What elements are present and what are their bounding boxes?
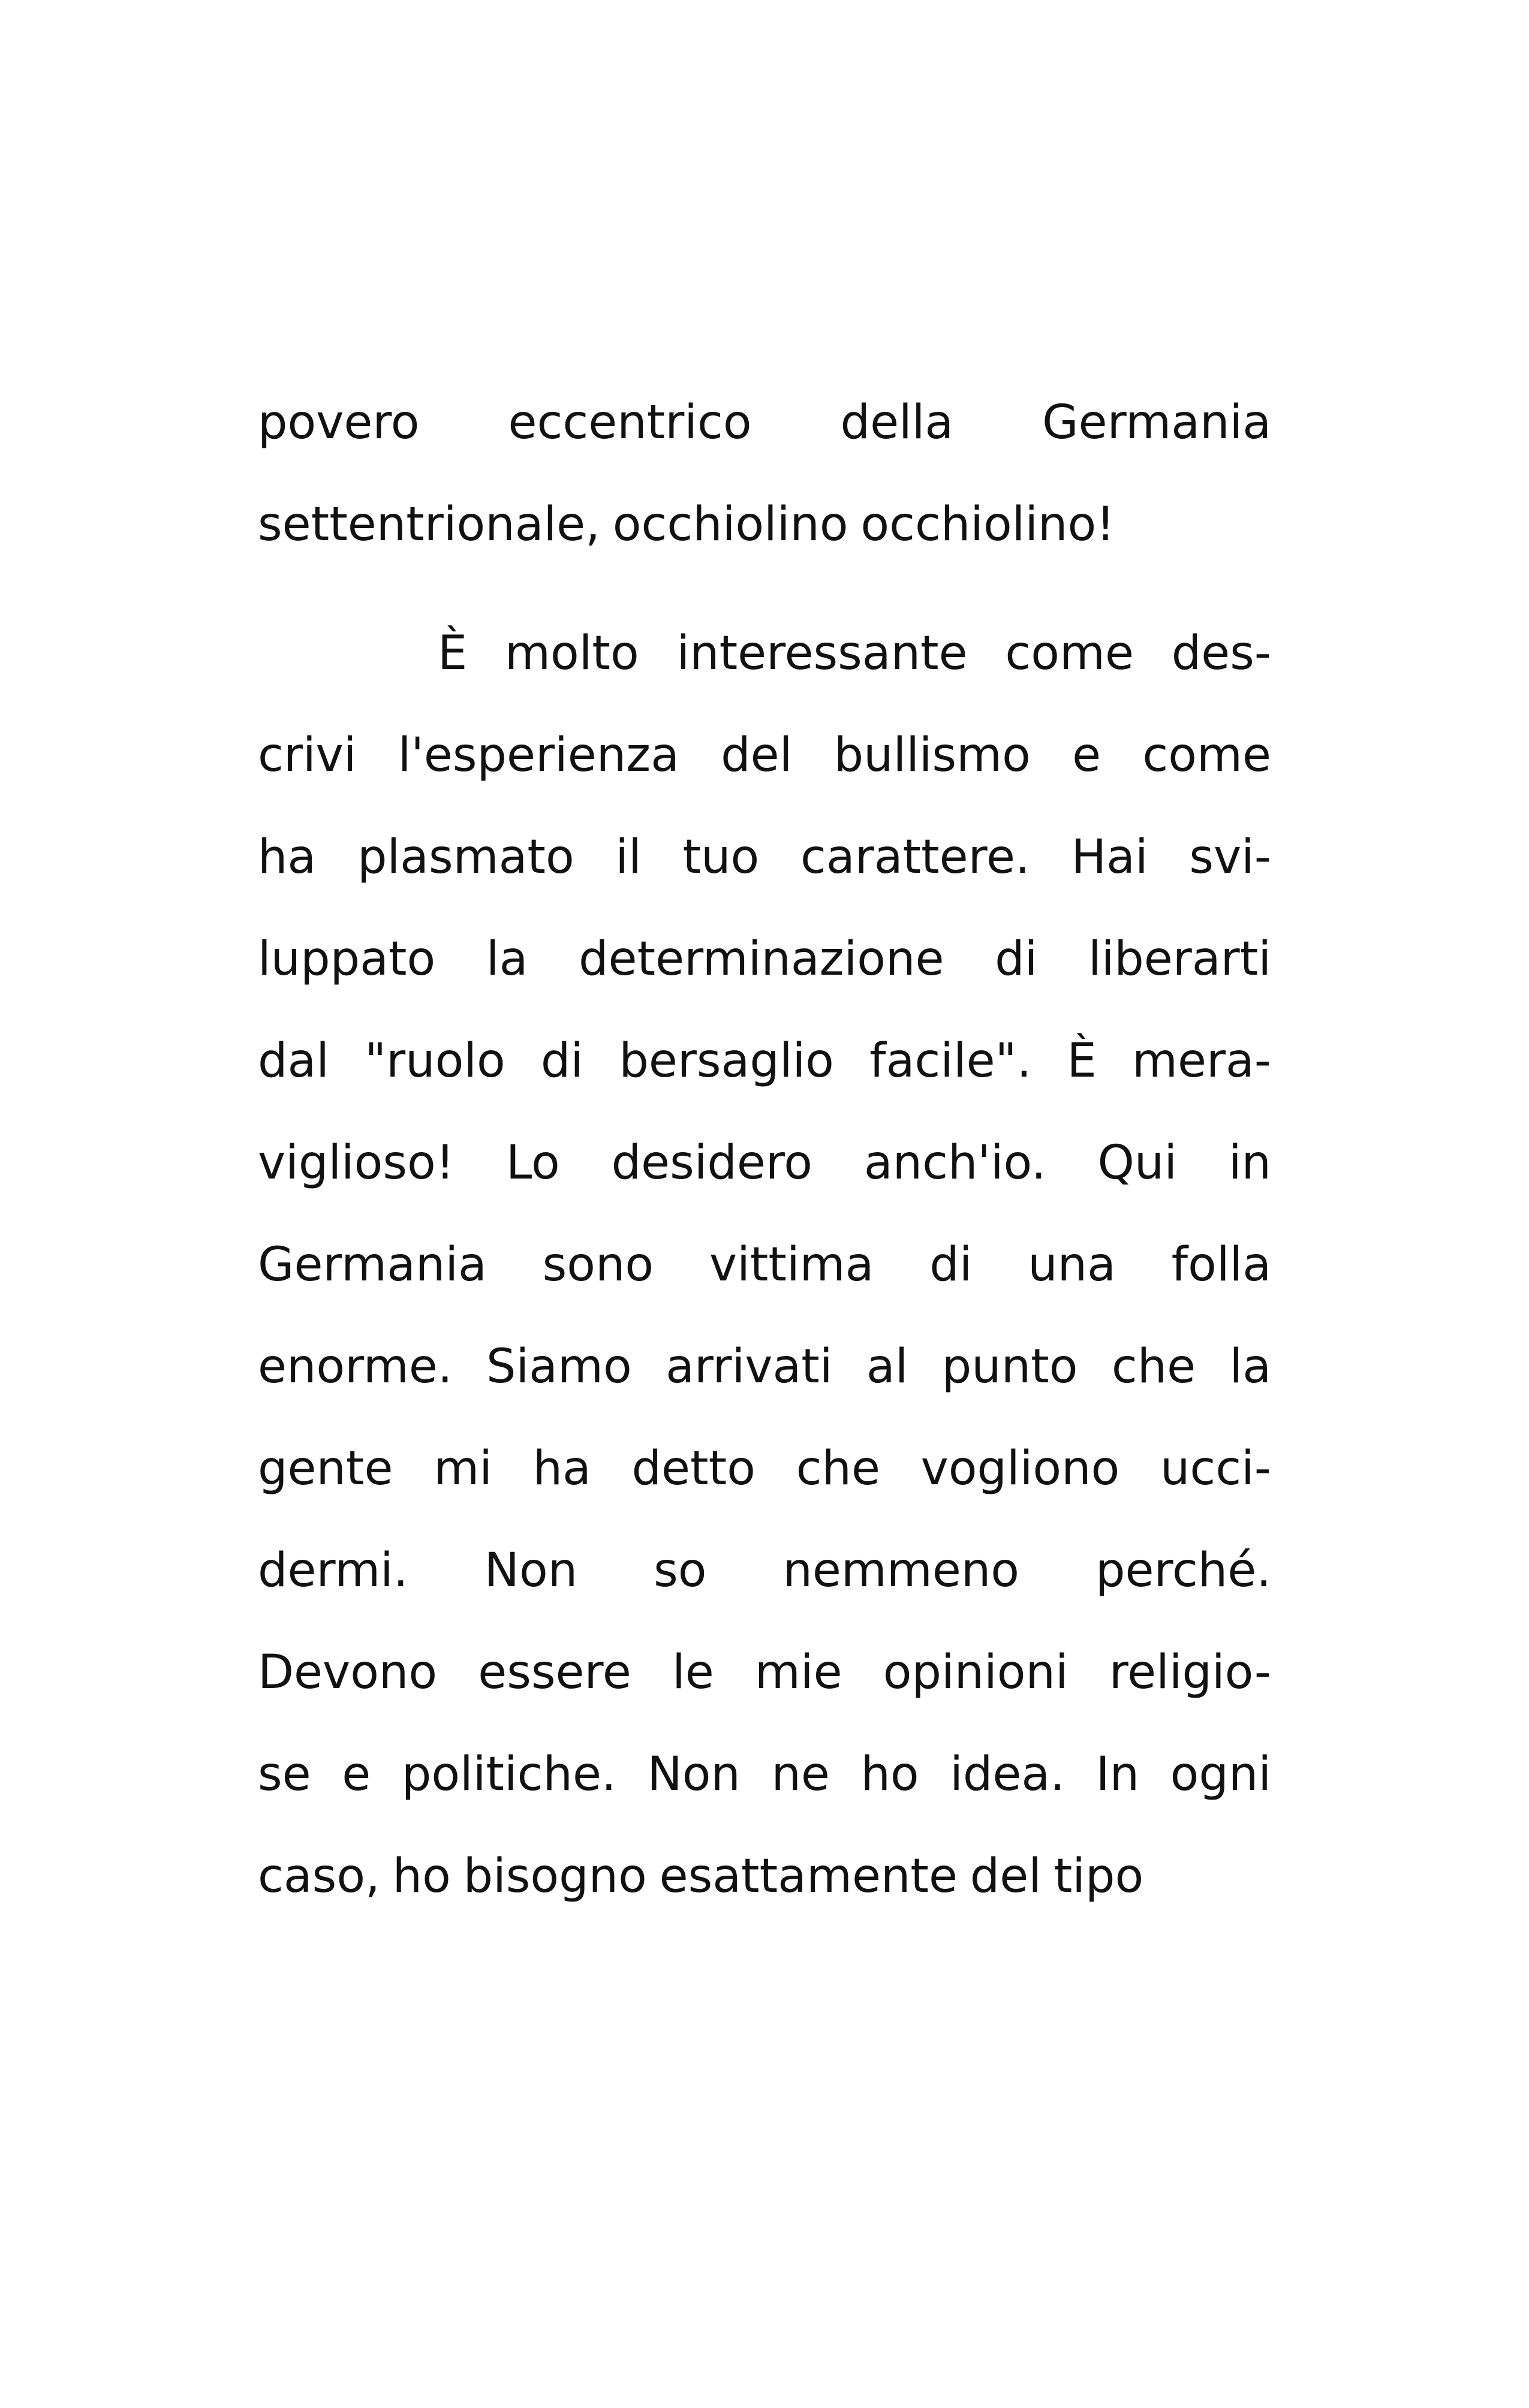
- text-line: ha plasmato il tuo carattere. Hai svi-: [258, 830, 1271, 884]
- text-line: È molto interessante come des-: [438, 626, 1271, 680]
- text-line: Germania sono vittima di una folla: [258, 1238, 1271, 1292]
- text-line: gente mi ha detto che vogliono ucci-: [258, 1442, 1271, 1496]
- text-line: settentrionale, occhiolino occhiolino!: [258, 498, 1115, 551]
- text-line: se e politiche. Non ne ho idea. In ogni: [258, 1747, 1271, 1801]
- text-line: luppato la determinazione di liberarti: [258, 932, 1271, 986]
- body-text: [258, 372, 1271, 1927]
- text-line: povero eccentrico della Germania: [258, 396, 1271, 450]
- text-line: dal "ruolo di bersaglio facile". È mera-: [258, 1034, 1271, 1088]
- text-line: viglioso! Lo desidero anch'io. Qui in: [258, 1136, 1271, 1190]
- paragraph-gap: [258, 575, 1271, 602]
- text-line: crivi l'esperienza del bullismo e come: [258, 728, 1271, 782]
- text-line: Devono essere le mie opinioni religio-: [258, 1645, 1271, 1699]
- text-line: dermi. Non so nemmeno perché.: [258, 1544, 1271, 1598]
- text-line: enorme. Siamo arrivati al punto che la: [258, 1340, 1271, 1394]
- text-line: caso, ho bisogno esattamente del tipo: [258, 1849, 1144, 1903]
